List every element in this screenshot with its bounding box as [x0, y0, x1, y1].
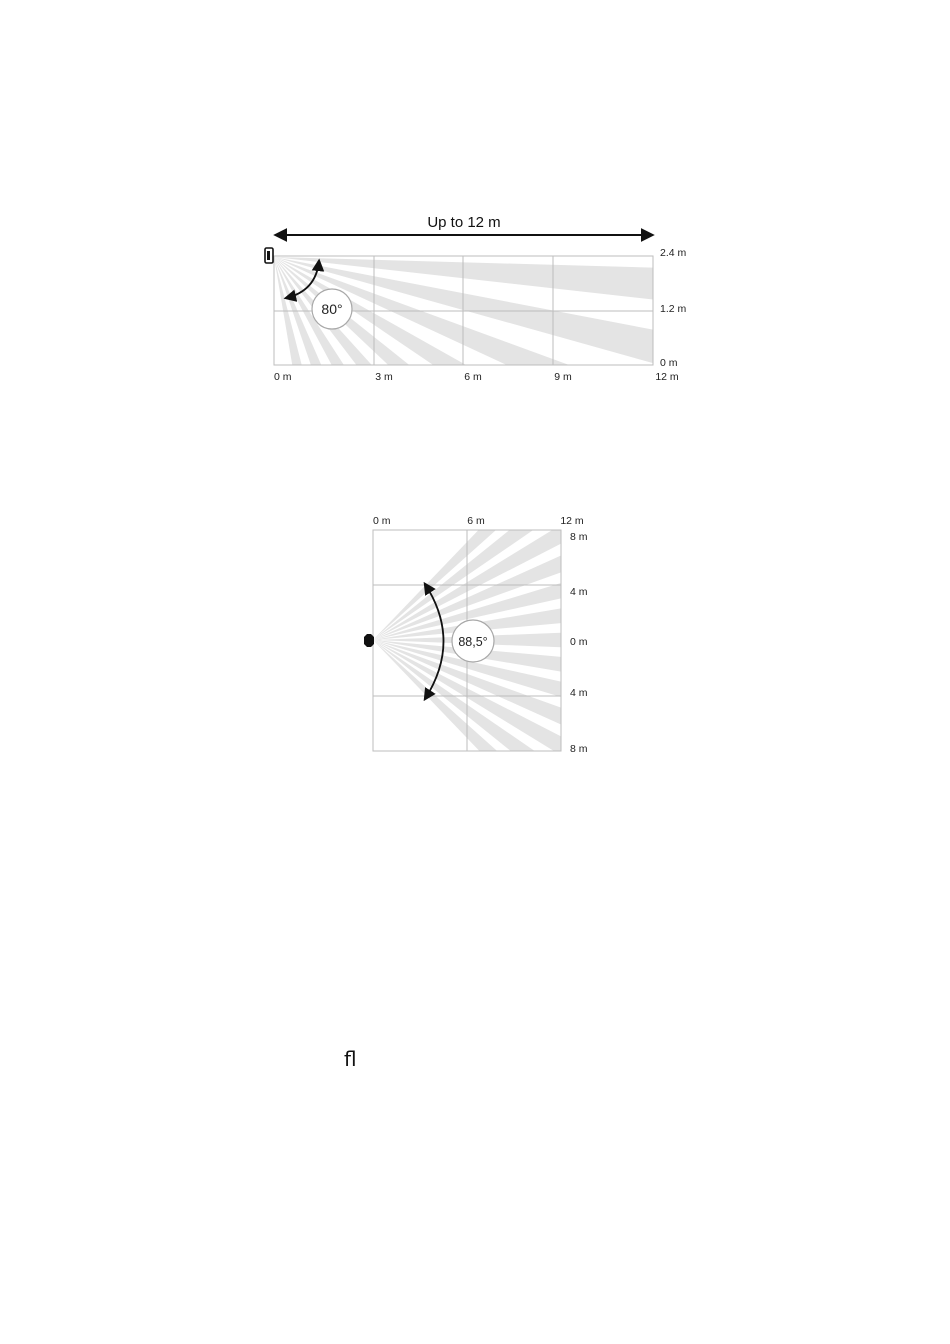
x-tick-label: 9 m	[554, 371, 572, 383]
angle-label: 80°	[321, 301, 343, 317]
x-tick-label: 0 m	[373, 515, 391, 527]
y-tick-label: 2.4 m	[660, 247, 687, 259]
x-tick-label: 6 m	[467, 515, 485, 527]
y-tick-label: 0 m	[570, 636, 588, 648]
detection-beam	[373, 473, 658, 640]
x-tick-label: 12 m	[655, 371, 679, 383]
y-tick-label: 4 m	[570, 687, 588, 699]
angle-label: 88,5°	[458, 635, 488, 649]
y-tick-label: 1.2 m	[660, 303, 687, 315]
detection-beam	[373, 640, 658, 807]
x-tick-label: 3 m	[375, 371, 393, 383]
y-tick-label: 0 m	[660, 357, 678, 369]
x-tick-label: 12 m	[560, 515, 584, 527]
y-tick-label: 8 m	[570, 743, 588, 755]
top-detection-beams	[373, 409, 693, 871]
range-label: Up to 12 m	[427, 214, 501, 231]
x-tick-label: 0 m	[274, 371, 292, 383]
stray-ligature-text: ﬂ	[344, 1047, 357, 1071]
detection-beam	[373, 628, 693, 653]
x-tick-label: 6 m	[464, 371, 482, 383]
y-tick-label: 8 m	[570, 531, 588, 543]
y-tick-label: 4 m	[570, 586, 588, 598]
detector-top-icon	[364, 634, 374, 647]
